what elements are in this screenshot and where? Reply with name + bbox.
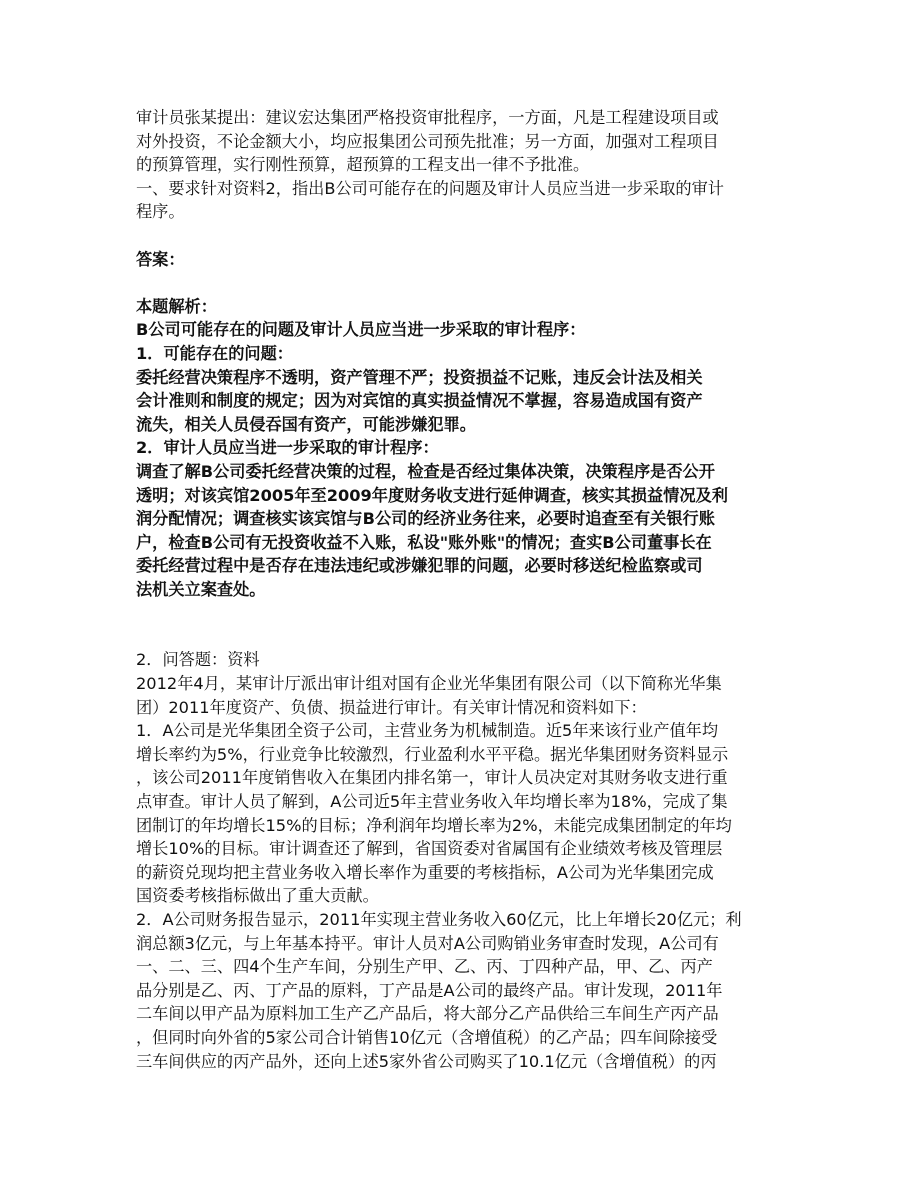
question2-line: 2012年4月，某审计厅派出审计组对国有企业光华集团有限公司（以下简称光华集 [136,674,722,694]
document-page [136,106,786,1073]
spacer [136,601,786,648]
question2-line: 的薪资兑现均把主营业务收入增长率作为重要的考核指标，A公司为光华集团完成 [136,862,714,882]
analysis-line: 透明；对该宾馆2005年至2009年度财务收支进行延伸调查，核实其损益情况及利 [136,485,728,505]
analysis-line: 润分配情况；调查核实该宾馆与B公司的经济业务往来，必要时追查至有关银行账 [136,509,715,529]
analysis-line: 1．可能存在的问题： [136,343,293,363]
intro-line: 审计员张某提出：建议宏达集团严格投资审批程序，一方面，凡是工程建设项目或 [136,108,719,127]
intro-section [136,106,786,224]
question2-line: 增长10%的目标。审计调查还了解到，省国资委对省属国有企业绩效考核及管理层 [136,839,723,859]
analysis-line: 会计准则和制度的规定；因为对宾馆的真实损益情况不掌握，容易造成国有资产 [136,391,703,411]
question2-line: 团制订的年均增长15%的目标；净利润年均增长率为2%，未能完成集团制定的年均 [136,815,732,835]
question2-line: 一、二、三、四4个生产车间，分别生产甲、乙、丙、丁四种产品，甲、乙、丙产 [136,957,713,977]
question2-line: 1．A公司是光华集团全资子公司，主营业务为机械制造。近5年来该行业产值年均 [136,721,719,741]
question2-section [136,648,786,1073]
question2-line: 2．A公司财务报告显示，2011年实现主营业务收入60亿元，比上年增长20亿元；利 [136,910,742,929]
question2-line: 团）2011年度资产、负债、损益进行审计。有关审计情况和资料如下： [136,697,647,717]
analysis-line: 流失，相关人员侵吞国有资产，可能涉嫌犯罪。 [136,414,476,434]
question2-line: 国资委考核指标做出了重大贡献。 [136,886,379,906]
question-line: 一、要求针对资料2，指出B公司可能存在的问题及审计人员应当进一步采取的审计 [136,178,724,198]
question2-line: 润总额3亿元，与上年基本持平。审计人员对A公司购销业务审查时发现，A公司有 [136,933,719,953]
analysis-line: 法机关立案查处。 [136,579,266,599]
spacer [136,271,786,295]
question2-line: 二车间以甲产品为原料加工生产乙产品后，将大部分乙产品供给三车间生产丙产品 [136,1004,719,1024]
intro-line: 的预算管理，实行刚性预算，超预算的工程支出一律不予批准。 [136,155,590,175]
analysis-line: 委托经营过程中是否存在违法违纪或涉嫌犯罪的问题，必要时移送纪检监察或司 [136,556,703,576]
analysis-line: 2．审计人员应当进一步采取的审计程序： [136,438,439,458]
analysis-line: B公司可能存在的问题及审计人员应当进一步采取的审计程序： [136,320,586,340]
answer-label: 答案： [136,249,185,269]
question2-line: 点审查。审计人员了解到，A公司近5年主营业务收入年均增长率为18%，完成了集 [136,792,728,812]
question2-line: ，该公司2011年度销售收入在集团内排名第一，审计人员决定对其财务收支进行重 [136,768,728,788]
question2-line: ，但同时向外省的5家公司合计销售10亿元（含增值税）的乙产品；四车间除接受 [136,1027,718,1047]
question2-line: 增长率约为5%，行业竞争比较激烈，行业盈利水平平稳。据光华集团财务资料显示 [136,744,729,764]
analysis-line: 委托经营决策程序不透明，资产管理不严；投资损益不记账，违反会计法及相关 [136,367,703,387]
analysis-title: 本题解析： [136,296,217,316]
analysis-section [136,295,786,602]
question-line: 程序。 [136,202,185,222]
spacer [136,224,786,248]
intro-line: 对外投资，不论金额大小，均应报集团公司预先批准；另一方面，加强对工程项目 [136,131,719,151]
analysis-line: 户，检查B公司有无投资收益不入账，私设"账外账"的情况；查实B公司董事长在 [136,532,712,552]
question2-line: 品分别是乙、丙、丁产品的原料，丁产品是A公司的最终产品。审计发现，2011年 [136,980,723,1000]
question2-heading: 2．问答题：资料 [136,650,260,670]
question2-line: 三车间供应的丙产品外，还向上述5家外省公司购买了10.1亿元（含增值税）的丙 [136,1051,717,1071]
analysis-line: 调查了解B公司委托经营决策的过程，检查是否经过集体决策，决策程序是否公开 [136,461,715,481]
